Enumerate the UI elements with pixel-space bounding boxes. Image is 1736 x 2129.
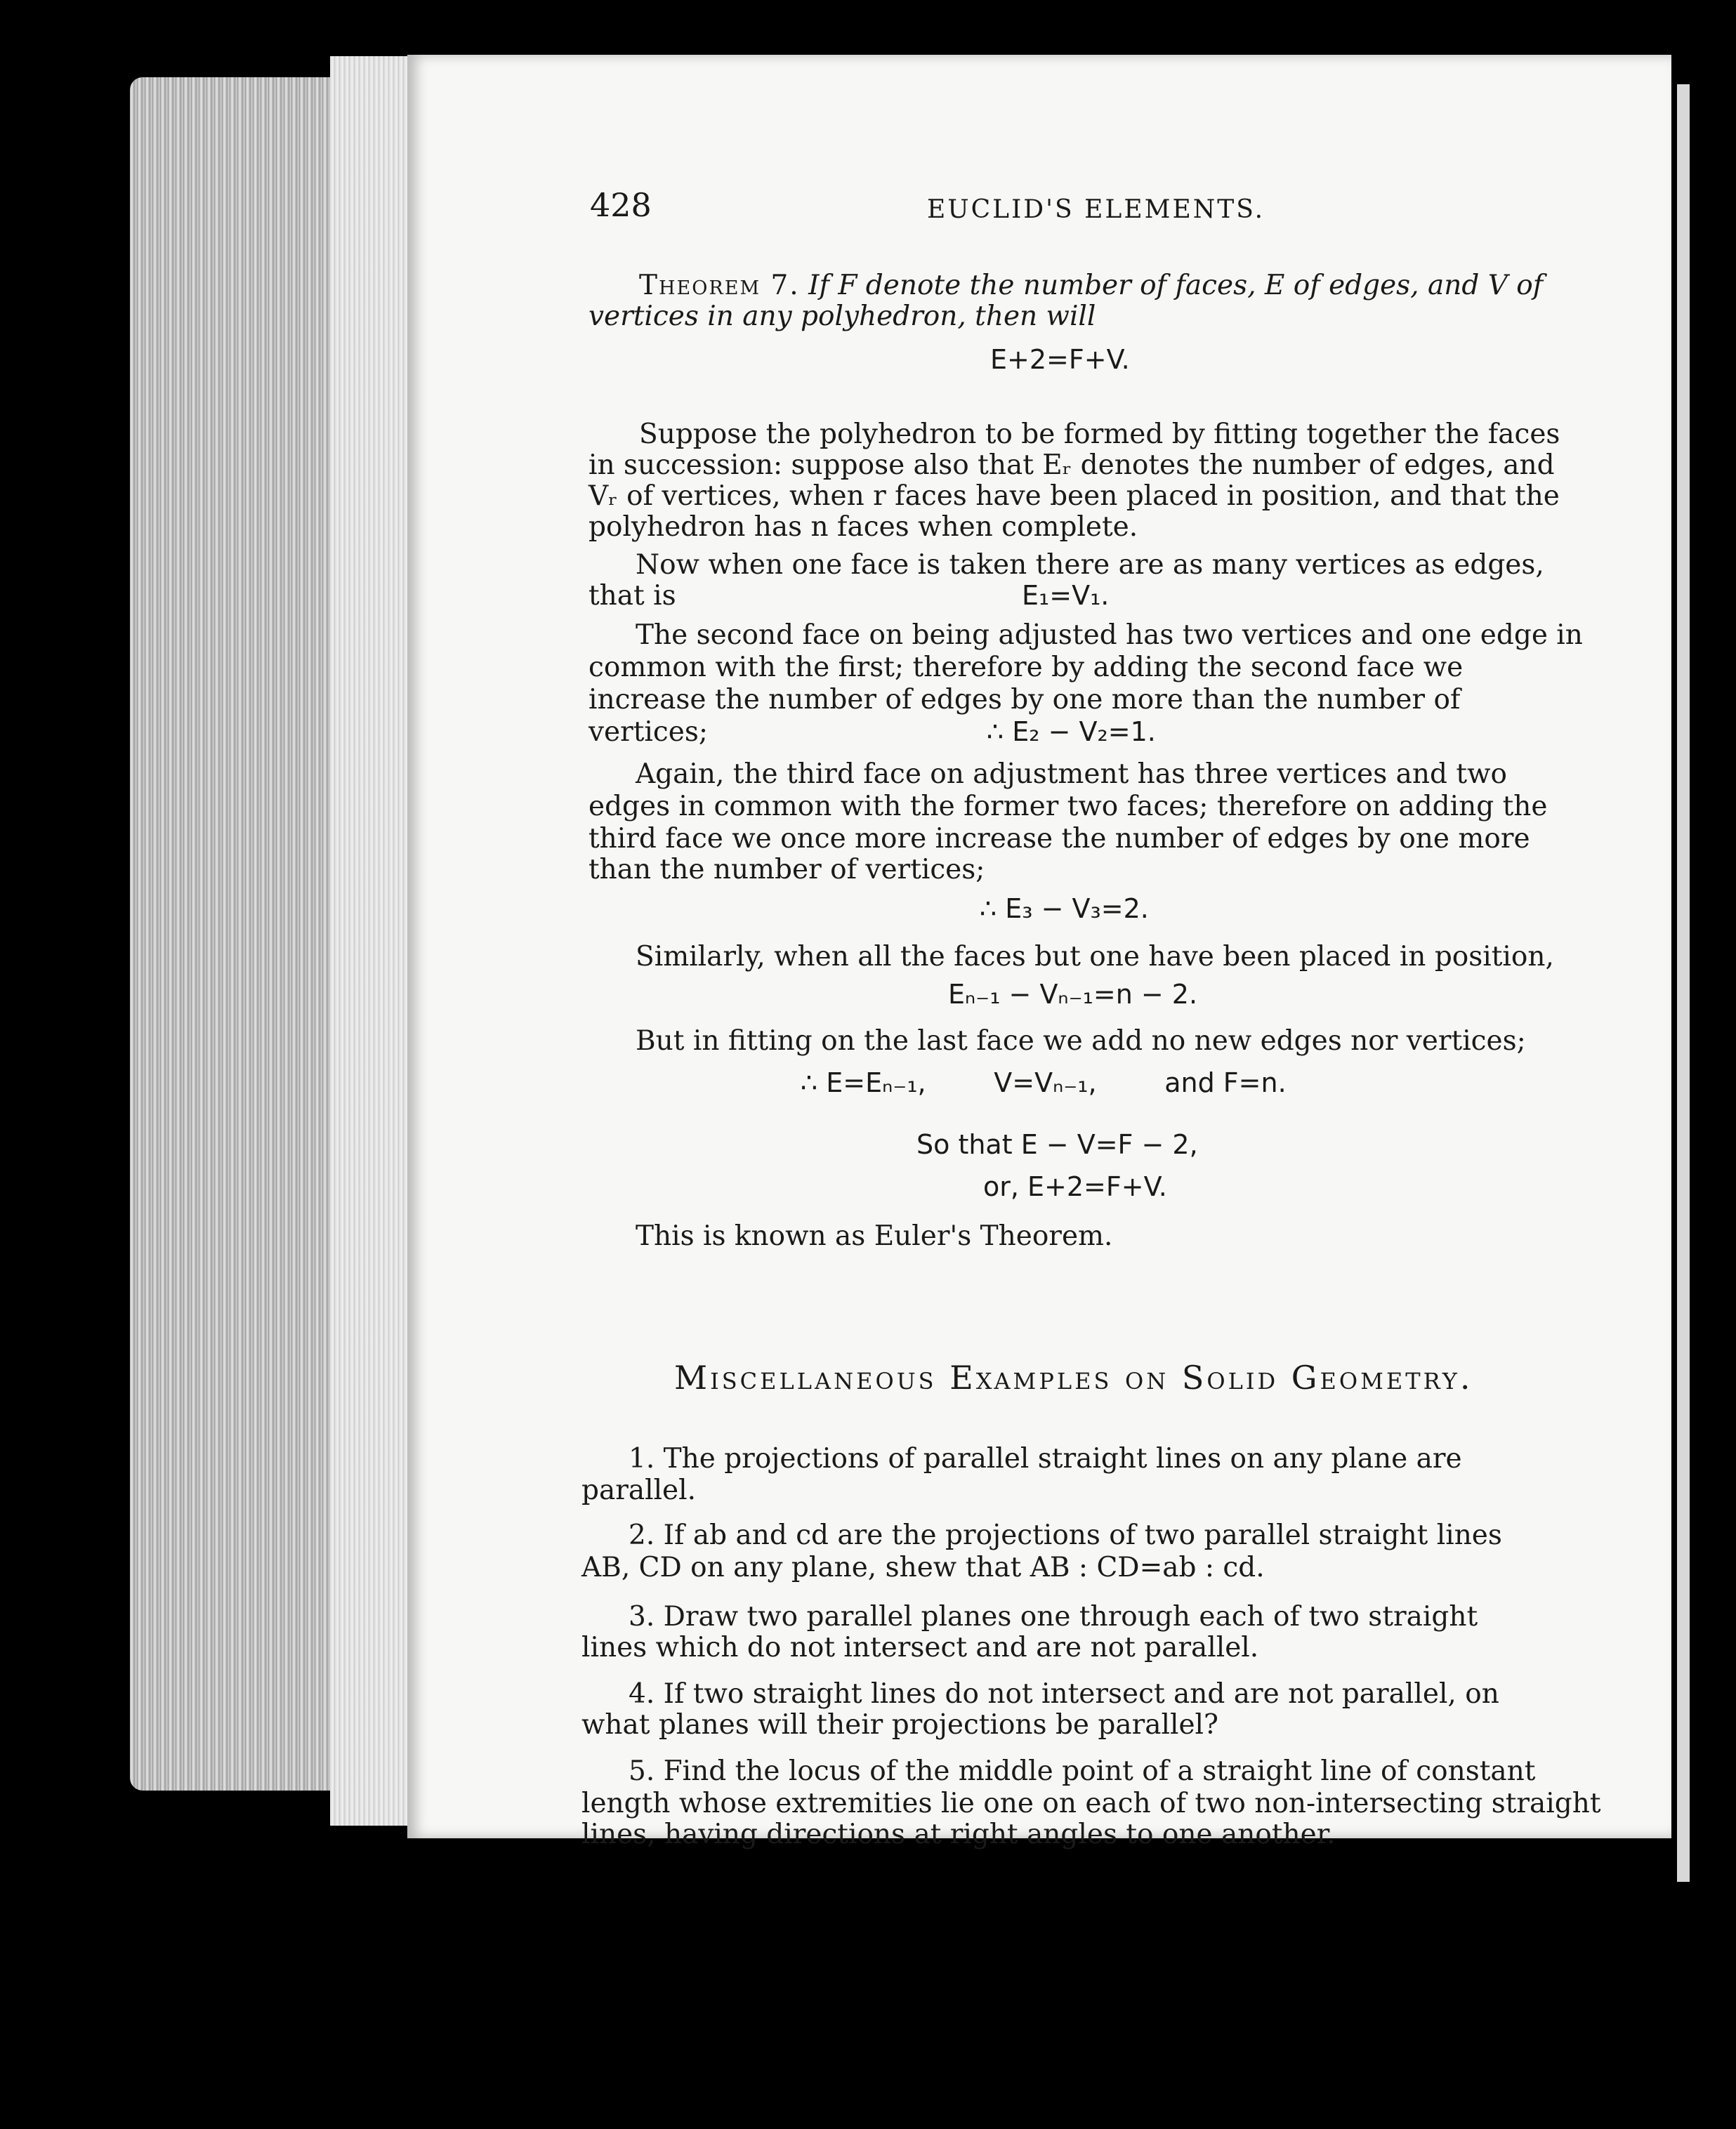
running-title: EUCLID'S ELEMENTS. <box>927 195 1265 224</box>
example-3-line2: lines which do not intersect and are not parallel. <box>581 1632 1259 1663</box>
example-4-line2: what planes will their projections be parallel? <box>581 1709 1218 1741</box>
theorem-text-1: If F denote the number of faces, E of edges, and V of <box>808 270 1544 301</box>
proof-p3-line1: The second face on being adjusted has two vertices and one edge in <box>636 619 1583 651</box>
theorem-label: Theorem 7. <box>639 270 800 301</box>
book-page-edges-inner <box>330 56 414 1826</box>
theorem-formula: E+2=F+V. <box>990 344 1130 375</box>
proof-p2-line2: that is <box>588 580 676 612</box>
proof-p1-line2: in succession: suppose also that Eᵣ denotes the number of edges, and <box>588 449 1555 481</box>
example-5-line3: lines, having directions at right angles to one another. <box>581 1819 1336 1850</box>
proof-p6-formula: ∴ E=Eₙ₋₁, V=Vₙ₋₁, and F=n. <box>801 1067 1287 1098</box>
proof-p3-line2: common with the first; therefore by adding the second face we <box>588 652 1464 683</box>
proof-p3-line4: vertices; <box>588 716 708 748</box>
example-2-line2: AB, CD on any plane, shew that AB : CD=ab : cd. <box>581 1552 1265 1583</box>
example-4-line1: 4. If two straight lines do not intersect and are not parallel, on <box>629 1678 1499 1710</box>
example-3-line1: 3. Draw two parallel planes one through each of two straight <box>629 1601 1478 1633</box>
facing-page-edge <box>1677 84 1690 1882</box>
proof-p2-formula: E₁=V₁. <box>1022 580 1110 611</box>
proof-p4-line1: Again, the third face on adjustment has three vertices and two <box>636 758 1507 790</box>
example-5-line2: length whose extremities lie one on each of two non-intersecting straight <box>581 1788 1601 1819</box>
proof-p4-line3: third face we once more increase the number of edges by one more <box>588 823 1530 855</box>
example-2-line1: 2. If ab and cd are the projections of two parallel straight lines <box>629 1520 1502 1551</box>
proof-p4-formula: ∴ E₃ − V₃=2. <box>980 893 1149 924</box>
proof-p7-formula1: So that E − V=F − 2, <box>916 1129 1198 1160</box>
proof-p1-line1: Suppose the polyhedron to be formed by fitting together the faces <box>639 418 1560 450</box>
theorem-statement-line1 <box>639 270 1543 301</box>
proof-p6-line1: But in fitting on the last face we add no new edges nor vertices; <box>636 1025 1526 1057</box>
proof-conclusion: This is known as Euler's Theorem. <box>636 1220 1113 1252</box>
page-number: 428 <box>590 186 652 224</box>
proof-p5-line1: Similarly, when all the faces but one have been placed in position, <box>636 941 1554 973</box>
proof-p4-line2: edges in common with the former two faces; therefore on adding the <box>588 791 1548 822</box>
proof-p1-line4: polyhedron has n faces when complete. <box>588 511 1138 543</box>
proof-p7-formula2: or, E+2=F+V. <box>983 1171 1167 1202</box>
proof-p3-line3: increase the number of edges by one more than the number of <box>588 684 1461 716</box>
example-1-line2: parallel. <box>581 1475 697 1506</box>
example-1-line1: 1. The projections of parallel straight lines on any plane are <box>629 1443 1462 1475</box>
proof-p3-formula: ∴ E₂ − V₂=1. <box>987 716 1156 747</box>
proof-p5-formula: Eₙ₋₁ − Vₙ₋₁=n − 2. <box>948 979 1198 1010</box>
section-heading: Miscellaneous Examples on Solid Geometry. <box>674 1359 1473 1397</box>
example-5-line1: 5. Find the locus of the middle point of a straight line of constant <box>629 1755 1536 1787</box>
proof-p4-line4: than the number of vertices; <box>588 854 985 885</box>
theorem-statement-line2: vertices in any polyhedron, then will <box>588 301 1096 332</box>
proof-p1-line3: Vᵣ of vertices, when r faces have been placed in position, and that the <box>588 480 1560 512</box>
proof-p2-line1: Now when one face is taken there are as many vertices as edges, <box>636 549 1544 581</box>
